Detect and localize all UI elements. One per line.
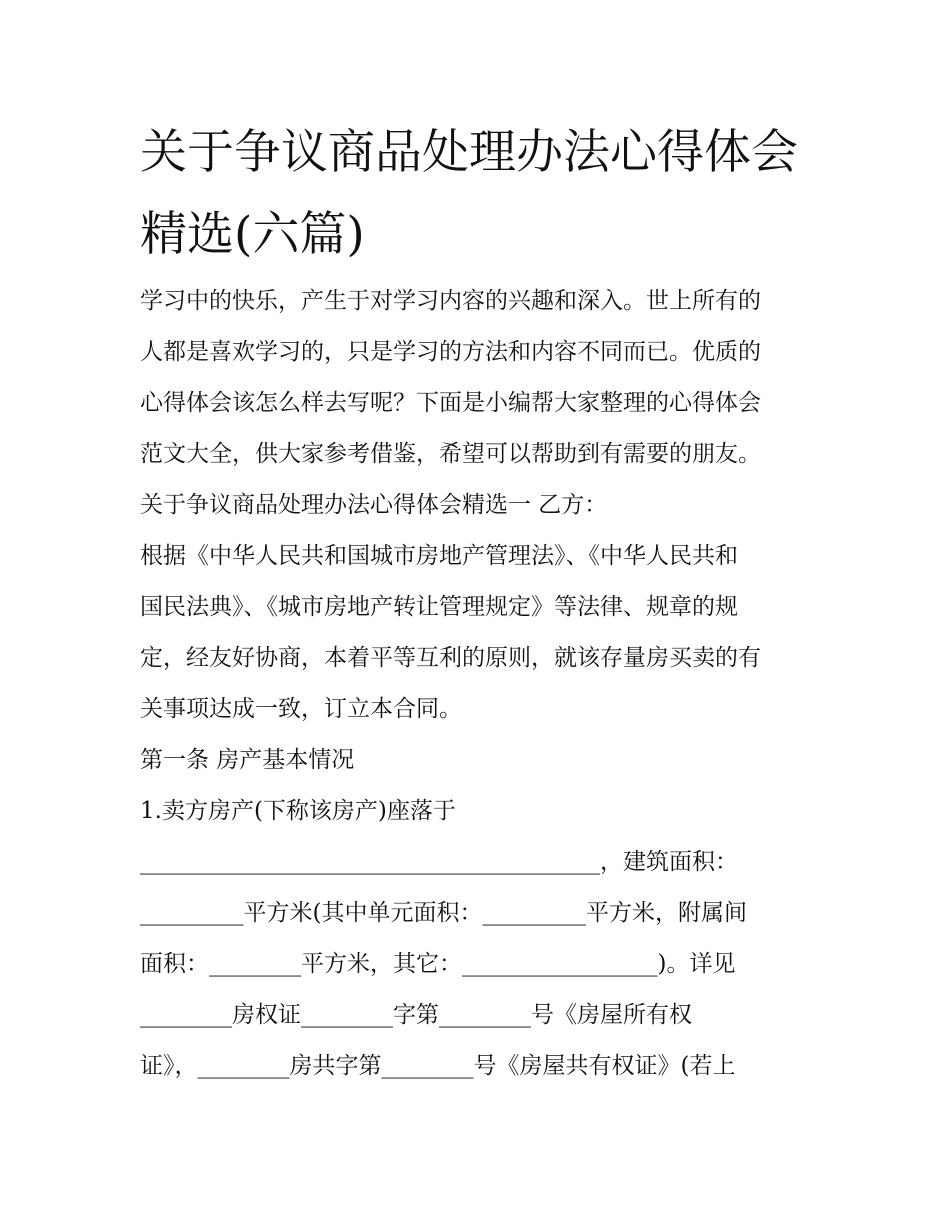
paragraph-line: 根据《中华人民共和国城市房地产管理法》、《中华人民共和 xyxy=(140,543,738,569)
paragraph-line: 学习中的快乐，产生于对学习内容的兴趣和深入。世上所有的 xyxy=(140,288,761,314)
article-heading-line: 第一条 房产基本情况 xyxy=(140,747,355,773)
document-body xyxy=(140,276,820,1092)
paragraph-line: 定，经友好协商，本着平等互利的原则，就该存量房买卖的有 xyxy=(140,645,761,671)
paragraph-line: 关事项达成一致，订立本合同。 xyxy=(140,696,462,722)
fill-in-line: 面积：________平方米，其它：_________________)。详见 xyxy=(140,951,736,977)
fill-in-line: 证》，________房共字第________号《房屋共有权证》(若上 xyxy=(140,1053,736,1079)
paragraph-line: 范文大全，供大家参考借鉴，希望可以帮助到有需要的朋友。 xyxy=(140,441,761,467)
fill-in-line: _________平方米(其中单元面积：_________平方米，附属间 xyxy=(140,900,747,926)
paragraph-line: 人都是喜欢学习的，只是学习的方法和内容不同而已。优质的 xyxy=(140,339,761,365)
section-heading-line: 关于争议商品处理办法心得体会精选一 乙方： xyxy=(140,492,608,518)
fill-in-line: ________________________________________，建筑面积： xyxy=(140,849,738,875)
clause-line: 1.卖方房产(下称该房产)座落于 xyxy=(140,798,456,824)
paragraph-line: 国民法典》、《城市房地产转让管理规定》等法律、规章的规 xyxy=(140,594,738,620)
document-title: 关于争议商品处理办法心得体会精选(六篇) xyxy=(140,125,798,262)
paragraph-line: 心得体会该怎么样去写呢？下面是小编帮大家整理的心得体会 xyxy=(140,390,761,416)
fill-in-line: ________房权证________字第________号《房屋所有权 xyxy=(140,1002,692,1028)
